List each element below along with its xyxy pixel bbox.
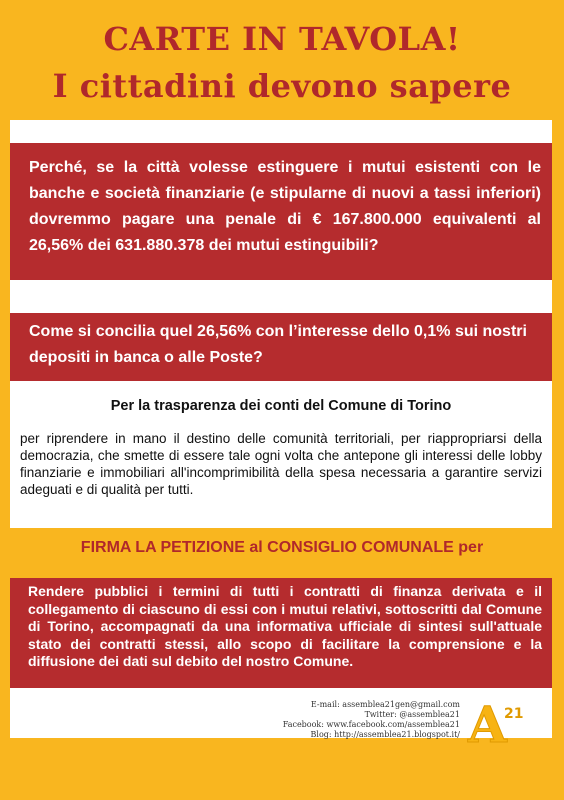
contact-facebook[interactable]: Facebook: www.facebook.com/assemblea21 xyxy=(282,720,460,729)
assemblea21-logo xyxy=(466,698,526,746)
petition-request: Rendere pubblici i termini di tutti i contratti di finanza derivata e il collegamento di ciascuno di essi con i mutui relativi, sottoscritti dal Comune di Torino, accompagnati da una informativa ufficiale di sintesi sull'attuale stato dei contratti stessi, allo scopo di facilitare la comprensione e la diffusione dei dati sul debito del nostro Comune. xyxy=(10,578,552,688)
contact-blog[interactable]: Blog: http://assemblea21.blogspot.it/ xyxy=(310,730,460,739)
transparency-heading: Per la trasparenza dei conti del Comune di Torino xyxy=(110,398,452,414)
transparency-body: per riprendere in mano il destino delle comunità territoriali, per riappropriarsi della democrazia, che smette di essere tale ogni volta che antepone gli interessi delle lobby finanziarie e immobiliari all'incomprimibilità della spesa necessaria a garantire servizi adeguati e di qualità per tutti. xyxy=(20,431,542,497)
logo-number: 21 xyxy=(504,706,524,722)
title-line-2: I cittadini devono sapere xyxy=(52,67,512,105)
title-line-1: CARTE IN TAVOLA! xyxy=(103,20,461,58)
petition-heading: FIRMA LA PETIZIONE al CONSIGLIO COMUNALE per xyxy=(80,539,484,556)
logo-letter: A xyxy=(468,698,507,746)
contact-email[interactable]: E-mail: assemblea21gen@gmail.com xyxy=(310,700,460,709)
question-interest: Come si concilia quel 26,56% con l’interesse dello 0,1% sui nostri depositi in banca o alle Poste? xyxy=(10,313,552,381)
question-penalty: Perché, se la città volesse estinguere i mutui esistenti con le banche e società finanziarie (e stipularne di nuovi a tassi inferiori) dovremmo pagare una penale di € 167.800.000 equivalenti al 26,56% dei 631.880.378 dei mutui estinguibili? xyxy=(10,143,552,280)
contact-info xyxy=(283,700,460,740)
contact-twitter[interactable]: Twitter: @assemblea21 xyxy=(364,710,460,719)
